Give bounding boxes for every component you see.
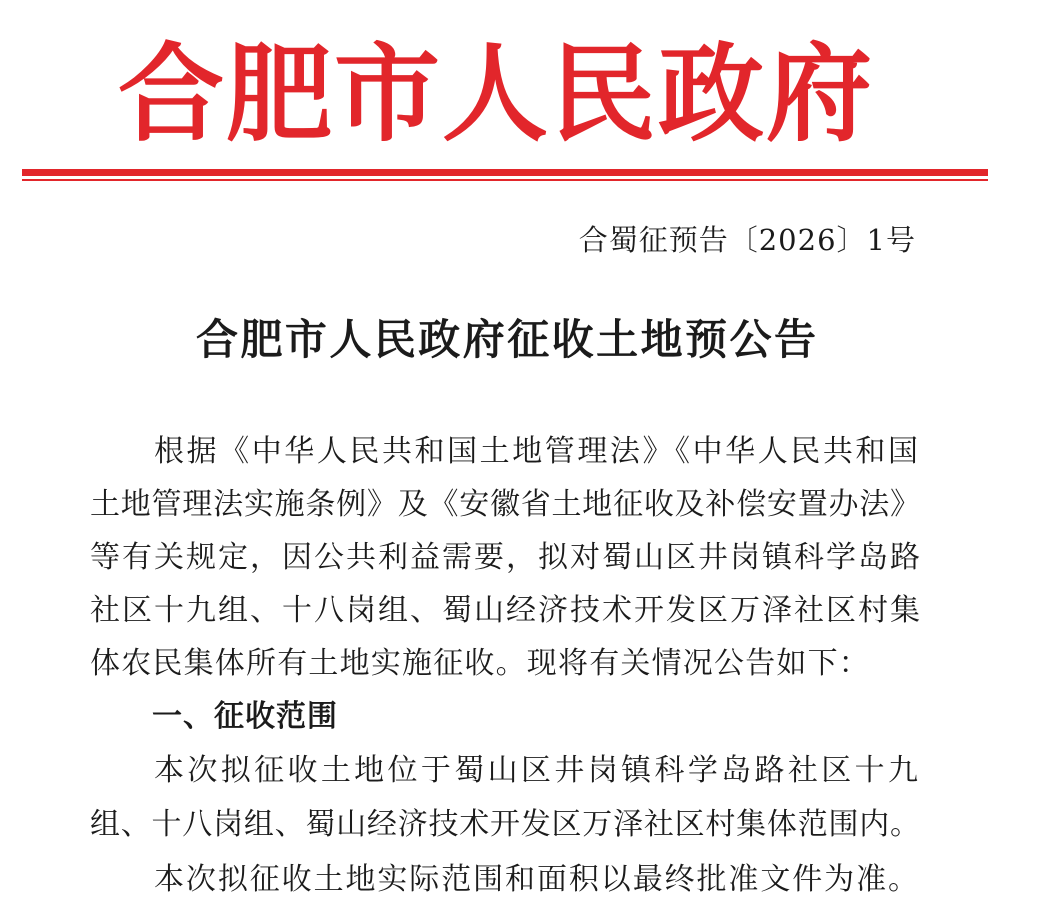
section-1-para-1-line-1: 本次拟征收土地位于蜀山区井岗镇科学岛路社区十九 <box>154 753 918 788</box>
section-1-para-2: 本次拟征收土地实际范围和面积以最终批准文件为准。 <box>154 862 918 897</box>
masthead-red-rule-thin <box>22 179 988 181</box>
document-number: 合蜀征预告〔2026〕1号 <box>578 223 916 257</box>
intro-line-2: 土地管理法实施条例》及《安徽省土地征收及补偿安置办法》 <box>90 487 920 522</box>
intro-line-3: 等有关规定，因公共利益需要，拟对蜀山区井岗镇科学岛路 <box>90 540 920 575</box>
intro-line-1: 根据《中华人民共和国土地管理法》《中华人民共和国 <box>154 434 918 469</box>
document-title: 合肥市人民政府征收土地预公告 <box>196 315 816 364</box>
intro-line-5: 体农民集体所有土地实施征收。现将有关情况公告如下： <box>90 646 870 681</box>
issuing-authority-masthead: 合肥市人民政府 <box>118 32 874 156</box>
intro-line-4: 社区十九组、十八岗组、蜀山经济技术开发区万泽社区村集 <box>90 593 920 628</box>
section-1-heading: 一、征收范围 <box>152 699 338 734</box>
section-1-para-1-line-2: 组、十八岗组、蜀山经济技术开发区万泽社区村集体范围内。 <box>90 807 920 842</box>
masthead-red-rule-thick <box>22 169 988 176</box>
